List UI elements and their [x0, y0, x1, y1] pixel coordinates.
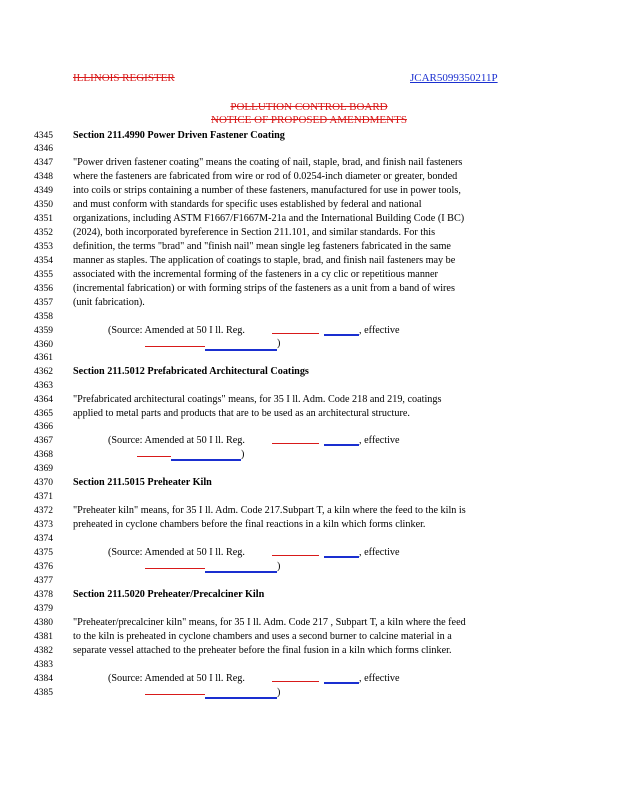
inserted-blank	[324, 334, 359, 336]
body-line: applied to metal parts and products that are to be used as an architectural structure.	[73, 408, 410, 419]
body-line: "Preheater/precalciner kiln" means, for 35 I ll. Adm. Code 217 , Subpart T, a kiln where the feed	[73, 617, 466, 628]
line-number: 4354	[34, 256, 53, 266]
effective-label: , effective	[359, 325, 400, 336]
deleted-blank	[137, 456, 171, 457]
source-note: (Source: Amended at 50 I ll. Reg.	[108, 325, 245, 336]
body-line: to the kiln is preheated in cyclone chambers and uses a second burner to calcine material in a	[73, 631, 452, 642]
line-number: 4366	[34, 422, 53, 432]
line-number: 4368	[34, 450, 53, 460]
inserted-blank	[324, 682, 359, 684]
line-number: 4357	[34, 298, 53, 308]
deleted-blank	[145, 568, 205, 569]
line-number: 4364	[34, 395, 53, 405]
close-paren: )	[277, 687, 281, 698]
deleted-blank	[272, 555, 319, 556]
line-number: 4350	[34, 200, 53, 210]
jcar-code-link[interactable]: JCAR5099350211P	[410, 72, 498, 84]
deleted-blank	[145, 694, 205, 695]
line-number: 4360	[34, 340, 53, 350]
deleted-blank	[272, 681, 319, 682]
board-title: POLLUTION CONTROL BOARD	[230, 101, 388, 113]
inserted-blank	[171, 459, 241, 461]
line-number: 4369	[34, 464, 53, 474]
body-line: manner as staples. The application of coatings to staple, brad, and finish nail fasteners may be	[73, 255, 456, 266]
close-paren: )	[277, 561, 281, 572]
close-paren: )	[277, 338, 281, 349]
body-line: separate vessel attached to the preheater before the final fusion in a kiln which forms clinker.	[73, 645, 452, 656]
line-number: 4379	[34, 604, 53, 614]
deleted-blank	[145, 346, 205, 347]
body-line: "Power driven fastener coating" means the coating of nail, staple, brad, and finish nail fasteners	[73, 157, 463, 168]
line-number: 4385	[34, 688, 53, 698]
line-number: 4376	[34, 562, 53, 572]
body-line: definition, the terms "brad" and "finish nail" mean single leg fasteners fabricated in the same	[73, 241, 451, 252]
section-heading: Section 211.5012 Prefabricated Architectural Coatings	[73, 366, 309, 377]
section-heading: Section 211.4990 Power Driven Fastener Coating	[73, 130, 285, 141]
line-number: 4382	[34, 646, 53, 656]
line-number: 4383	[34, 660, 53, 670]
line-number: 4359	[34, 326, 53, 336]
line-number: 4365	[34, 409, 53, 419]
line-number: 4371	[34, 492, 53, 502]
body-line: (incremental fabrication) or with forming strips of the fasteners as a unit from a band of wires	[73, 283, 455, 294]
line-number: 4370	[34, 478, 53, 488]
effective-label: , effective	[359, 435, 400, 446]
line-number: 4349	[34, 186, 53, 196]
line-number: 4374	[34, 534, 53, 544]
body-line: "Preheater kiln" means, for 35 I ll. Adm. Code 217.Subpart T, a kiln where the feed to the kiln is	[73, 505, 466, 516]
line-number: 4361	[34, 353, 53, 363]
inserted-blank	[324, 444, 359, 446]
inserted-blank	[205, 349, 277, 351]
inserted-blank	[205, 697, 277, 699]
body-line: (2024), both incorporated byreference in Section 211.101, and similar standards. For this	[73, 227, 436, 238]
inserted-blank	[205, 571, 277, 573]
line-number: 4384	[34, 674, 53, 684]
register-title: ILLINOIS REGISTER	[73, 72, 175, 84]
line-number: 4362	[34, 367, 53, 377]
line-number: 4355	[34, 270, 53, 280]
body-line: (unit fabrication).	[73, 297, 145, 308]
line-number: 4348	[34, 172, 53, 182]
line-number: 4353	[34, 242, 53, 252]
body-line: and must conform with standards for specific uses established by federal and national	[73, 199, 422, 210]
body-line: into coils or strips containing a number of these fasteners, manufactured for use in power tools,	[73, 185, 461, 196]
deleted-blank	[272, 333, 319, 334]
line-number: 4356	[34, 284, 53, 294]
line-number: 4367	[34, 436, 53, 446]
line-number: 4345	[34, 131, 53, 141]
line-number: 4358	[34, 312, 53, 322]
line-number: 4380	[34, 618, 53, 628]
body-line: preheated in cyclone chambers before the final reactions in a kiln which forms clinker.	[73, 519, 426, 530]
body-line: "Prefabricated architectural coatings" means, for 35 I ll. Adm. Code 218 and 219, coatings	[73, 394, 442, 405]
source-note: (Source: Amended at 50 I ll. Reg.	[108, 547, 245, 558]
body-line: organizations, including ASTM F1667/F1667M-21a and the International Building Code (I BC)	[73, 213, 465, 224]
effective-label: , effective	[359, 673, 400, 684]
line-number: 4372	[34, 506, 53, 516]
line-number: 4378	[34, 590, 53, 600]
body-line: where the fasteners are fabricated from wire or rod of 0.0254-inch diameter or greater, bonded	[73, 171, 458, 182]
inserted-blank	[324, 556, 359, 558]
line-number: 4381	[34, 632, 53, 642]
deleted-blank	[272, 443, 319, 444]
close-paren: )	[241, 449, 245, 460]
line-number: 4351	[34, 214, 53, 224]
line-number: 4375	[34, 548, 53, 558]
line-number: 4373	[34, 520, 53, 530]
line-number: 4363	[34, 381, 53, 391]
source-note: (Source: Amended at 50 I ll. Reg.	[108, 673, 245, 684]
section-heading: Section 211.5020 Preheater/Precalciner Kiln	[73, 589, 265, 600]
source-note: (Source: Amended at 50 I ll. Reg.	[108, 435, 245, 446]
line-number: 4377	[34, 576, 53, 586]
effective-label: , effective	[359, 547, 400, 558]
line-number: 4347	[34, 158, 53, 168]
section-heading: Section 211.5015 Preheater Kiln	[73, 477, 212, 488]
notice-title: NOTICE OF PROPOSED AMENDMENTS	[211, 114, 407, 126]
line-number: 4352	[34, 228, 53, 238]
body-line: associated with the incremental forming of the fasteners in a cy clic or repetitious manner	[73, 269, 438, 280]
line-number: 4346	[34, 144, 53, 154]
